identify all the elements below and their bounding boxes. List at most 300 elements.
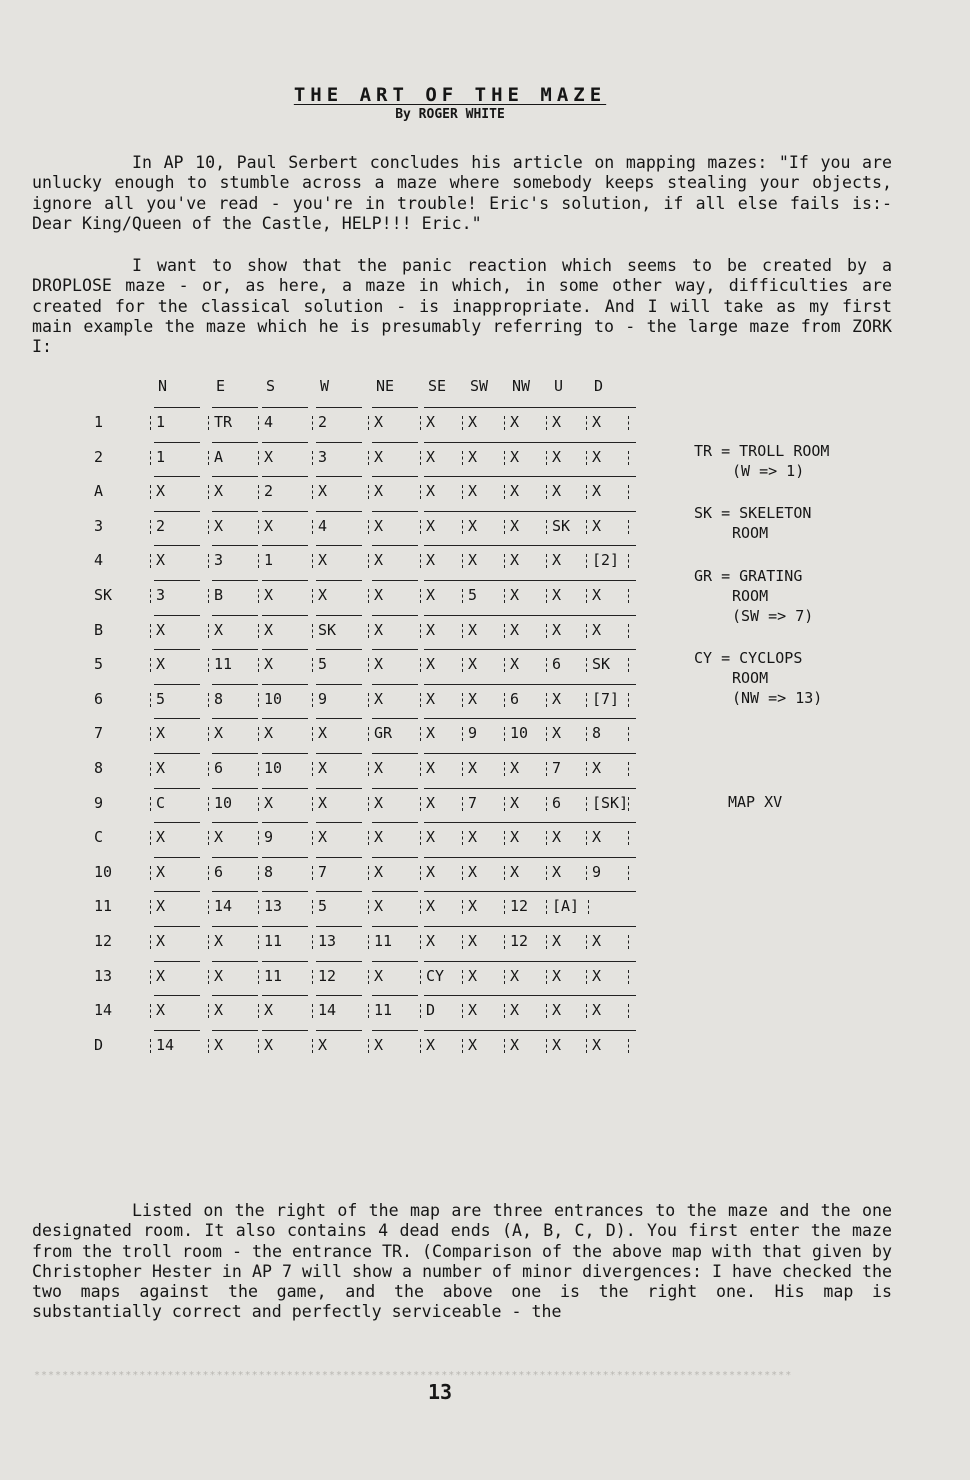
map-cell: 8 — [264, 862, 274, 881]
map-cell: 10 — [264, 689, 283, 708]
paragraph-2 — [32, 256, 892, 357]
map-cell-rule — [372, 961, 418, 962]
map-cell-divider — [546, 554, 548, 568]
map-cell: X — [468, 689, 478, 708]
map-cell-divider — [586, 520, 588, 534]
map-cell-divider — [368, 520, 370, 534]
map-cell-divider — [546, 935, 548, 949]
map-cell-rule — [154, 545, 200, 546]
map-cell-divider — [208, 1039, 210, 1053]
map-cell-divider — [462, 866, 464, 880]
map-cell: X — [264, 793, 274, 812]
map-cell: X — [318, 1035, 328, 1054]
map-cell-rule — [424, 407, 470, 408]
map-cell-rule — [212, 926, 258, 927]
map-cell: X — [156, 655, 166, 674]
map-cell-divider — [258, 727, 260, 741]
legend-line: ROOM — [732, 587, 769, 605]
map-cell: X — [374, 862, 384, 881]
map-cell-divider — [208, 900, 210, 914]
dotted-rule: ************************************************************************************************************ — [34, 1370, 793, 1381]
map-cell-divider — [546, 693, 548, 707]
map-cell-divider — [628, 451, 630, 465]
legend-line: GR = GRATING — [694, 567, 803, 585]
map-cell-divider — [628, 866, 630, 880]
map-cell-divider — [628, 1004, 630, 1018]
map-cell: X — [552, 689, 562, 708]
map-cell-divider — [628, 970, 630, 984]
map-row — [82, 442, 642, 477]
map-cell: 3 — [214, 551, 224, 570]
map-row — [82, 822, 642, 857]
map-cell-divider — [546, 520, 548, 534]
map-cell: 6 — [214, 758, 224, 777]
map-cell-divider — [368, 416, 370, 430]
map-cell-rule — [590, 615, 636, 616]
map-row — [82, 1030, 642, 1065]
map-cell-divider — [258, 1039, 260, 1053]
map-cell-divider — [208, 624, 210, 638]
map-cell-rule — [262, 615, 308, 616]
map-cell-divider — [258, 693, 260, 707]
map-cell-divider — [420, 727, 422, 741]
map-cell-rule — [424, 649, 470, 650]
map-cell-divider — [258, 589, 260, 603]
map-cell-rule — [316, 545, 362, 546]
map-cell: X — [264, 447, 274, 466]
legend-skeleton-room — [694, 503, 811, 543]
map-cell-rule — [154, 891, 200, 892]
map-cell-divider — [312, 762, 314, 776]
map-cell-rule — [372, 995, 418, 996]
map-cell-divider — [150, 451, 152, 465]
map-cell: 11 — [214, 655, 233, 674]
map-cell: 14 — [214, 897, 233, 916]
map-cell: X — [374, 620, 384, 639]
map-cell-rule — [262, 822, 308, 823]
map-cell-rule — [316, 718, 362, 719]
map-cell-rule — [424, 511, 470, 512]
map-cell-rule — [262, 649, 308, 650]
map-cell: X — [468, 1001, 478, 1020]
map-cell-divider — [546, 831, 548, 845]
map-cell-rule — [508, 718, 554, 719]
map-cell: X — [468, 897, 478, 916]
map-cell: X — [552, 1035, 562, 1054]
map-cell-rule — [508, 822, 554, 823]
map-cell-rule — [212, 961, 258, 962]
map-cell-rule — [212, 511, 258, 512]
map-cell-divider — [628, 554, 630, 568]
map-cell-rule — [262, 891, 308, 892]
map-cell-divider — [208, 831, 210, 845]
map-cell-divider — [586, 1039, 588, 1053]
map-cell-divider — [208, 485, 210, 499]
paragraph-3 — [32, 1201, 892, 1323]
map-cell-divider — [462, 831, 464, 845]
map-cell-rule — [154, 649, 200, 650]
map-cell: X — [426, 620, 436, 639]
map-cell-rule — [316, 442, 362, 443]
map-cell-rule — [590, 718, 636, 719]
map-cell: X — [426, 447, 436, 466]
map-row — [82, 891, 642, 926]
legend-line: (SW => 7) — [732, 607, 814, 625]
map-cell-rule — [316, 857, 362, 858]
map-cell: X — [156, 1001, 166, 1020]
map-cell-divider — [420, 762, 422, 776]
map-cell-divider — [504, 589, 506, 603]
map-cell-rule — [590, 788, 636, 789]
map-cell-divider — [462, 416, 464, 430]
map-cell-rule — [212, 649, 258, 650]
map-cell-divider — [258, 831, 260, 845]
map-cell: 11 — [264, 931, 283, 950]
map-cell: 10 — [264, 758, 283, 777]
map-cell-rule — [508, 545, 554, 546]
map-cell-rule — [372, 580, 418, 581]
map-cell-rule — [590, 753, 636, 754]
map-cell-rule — [372, 649, 418, 650]
map-cell: X — [374, 447, 384, 466]
map-cell: X — [510, 585, 520, 604]
map-cell-rule — [372, 1030, 418, 1031]
map-cell: X — [426, 1035, 436, 1054]
map-cell-divider — [312, 451, 314, 465]
map-cell-divider — [312, 866, 314, 880]
map-cell: X — [264, 620, 274, 639]
legend-line: CY = CYCLOPS — [694, 649, 803, 667]
map-cell-rule — [424, 1030, 470, 1031]
map-cell-rule — [154, 511, 200, 512]
map-cell: 12 — [510, 931, 529, 950]
map-cell-rule — [508, 649, 554, 650]
map-cell-divider — [150, 831, 152, 845]
map-cell: 1 — [156, 447, 166, 466]
map-cell: X — [426, 793, 436, 812]
map-cell-rule — [466, 891, 512, 892]
map-cell: 5 — [468, 585, 478, 604]
map-cell: X — [552, 447, 562, 466]
map-cell-rule — [508, 995, 554, 996]
map-cell-divider — [368, 797, 370, 811]
map-cell-divider — [258, 658, 260, 672]
map-cell: 6 — [552, 793, 562, 812]
map-cell-divider — [312, 970, 314, 984]
map-cell-divider — [208, 866, 210, 880]
map-cell-rule — [212, 822, 258, 823]
map-cell-rule — [372, 615, 418, 616]
map-cell: X — [374, 758, 384, 777]
map-cell: X — [374, 828, 384, 847]
map-cell-divider — [462, 1004, 464, 1018]
map-row-label: 5 — [94, 655, 104, 674]
map-cell-rule — [212, 684, 258, 685]
map-cell: X — [468, 620, 478, 639]
map-cell-divider — [462, 451, 464, 465]
map-cell-divider — [312, 1039, 314, 1053]
map-cell-divider — [368, 935, 370, 949]
map-cell: X — [592, 1001, 602, 1020]
map-cell-rule — [590, 407, 636, 408]
map-cell-divider — [628, 624, 630, 638]
map-cell-divider — [150, 589, 152, 603]
map-cell: X — [468, 516, 478, 535]
map-cell-rule — [372, 718, 418, 719]
map-cell-divider — [258, 866, 260, 880]
map-cell: 7 — [468, 793, 478, 812]
map-cell-divider — [150, 970, 152, 984]
map-cell-divider — [462, 900, 464, 914]
map-cell: X — [214, 966, 224, 985]
map-row — [82, 407, 642, 442]
map-cell-divider — [586, 727, 588, 741]
map-cell-rule — [212, 753, 258, 754]
map-cell-divider — [258, 935, 260, 949]
map-cell-divider — [586, 1004, 588, 1018]
map-cell: X — [156, 551, 166, 570]
map-cell: X — [264, 585, 274, 604]
map-cell-divider — [586, 693, 588, 707]
map-cell-rule — [466, 822, 512, 823]
map-cell-rule — [424, 718, 470, 719]
map-cell-divider — [150, 693, 152, 707]
map-cell: SK — [552, 516, 571, 535]
map-cell: X — [318, 585, 328, 604]
map-cell: X — [510, 862, 520, 881]
map-cell-rule — [590, 1030, 636, 1031]
map-cell-divider — [420, 1004, 422, 1018]
map-cell-divider — [628, 935, 630, 949]
map-cell-rule — [424, 995, 470, 996]
map-cell-rule — [424, 857, 470, 858]
map-cell: X — [592, 516, 602, 535]
map-cell-divider — [150, 935, 152, 949]
map-cell-rule — [508, 476, 554, 477]
map-cell-rule — [212, 545, 258, 546]
map-cell-rule — [212, 615, 258, 616]
map-row — [82, 476, 642, 511]
map-cell-divider — [420, 970, 422, 984]
byline: By ROGER WHITE — [395, 107, 505, 122]
map-cell-divider — [462, 762, 464, 776]
map-cell-rule — [212, 407, 258, 408]
map-cell-rule — [262, 442, 308, 443]
map-cell: X — [318, 828, 328, 847]
map-cell-rule — [508, 857, 554, 858]
map-cell-divider — [368, 589, 370, 603]
map-cell-rule — [508, 1030, 554, 1031]
map-cell-rule — [508, 684, 554, 685]
map-row-label: 11 — [94, 897, 113, 916]
map-cell: X — [156, 931, 166, 950]
map-cell-divider — [628, 589, 630, 603]
map-cell-rule — [154, 684, 200, 685]
map-cell: C — [156, 793, 166, 812]
map-cell-rule — [508, 580, 554, 581]
map-row — [82, 545, 642, 580]
map-cell: A — [214, 447, 224, 466]
map-cell: X — [426, 897, 436, 916]
map-cell-divider — [586, 935, 588, 949]
map-cell-rule — [212, 1030, 258, 1031]
article-title: THE ART OF THE MAZE — [293, 84, 607, 106]
map-cell: X — [592, 585, 602, 604]
map-cell-divider — [462, 1039, 464, 1053]
map-cell-divider — [150, 485, 152, 499]
map-cell-divider — [546, 1004, 548, 1018]
map-cell-rule — [154, 995, 200, 996]
map-cell-rule — [372, 926, 418, 927]
map-cell-rule — [154, 407, 200, 408]
map-cell: 5 — [318, 655, 328, 674]
map-cell: X — [552, 931, 562, 950]
map-cell: 4 — [264, 413, 274, 431]
map-row — [82, 926, 642, 961]
map-cell-divider — [312, 831, 314, 845]
map-cell: X — [214, 931, 224, 950]
map-cell: 12 — [318, 966, 337, 985]
map-cell-divider — [150, 520, 152, 534]
map-cell-rule — [590, 822, 636, 823]
map-cell-rule — [590, 961, 636, 962]
map-cell: X — [374, 655, 384, 674]
map-cell: X — [156, 828, 166, 847]
map-cell-divider — [420, 900, 422, 914]
map-cell: X — [510, 447, 520, 466]
map-cell: 8 — [592, 724, 602, 743]
map-cell-rule — [590, 926, 636, 927]
map-cell-rule — [424, 442, 470, 443]
map-cell-rule — [372, 857, 418, 858]
map-cell-divider — [462, 624, 464, 638]
map-cell-rule — [424, 788, 470, 789]
map-cell-rule — [316, 684, 362, 685]
map-cell-divider — [504, 693, 506, 707]
map-cell-divider — [258, 520, 260, 534]
map-cell: X — [214, 1001, 224, 1020]
map-row-label: D — [94, 1035, 104, 1054]
map-cell-rule — [212, 476, 258, 477]
map-cell: X — [156, 724, 166, 743]
map-cell-divider — [208, 658, 210, 672]
map-cell-rule — [316, 926, 362, 927]
map-cell-rule — [466, 684, 512, 685]
map-cell: 9 — [264, 828, 274, 847]
map-cell: X — [214, 724, 224, 743]
map-cell-divider — [462, 935, 464, 949]
map-cell-divider — [546, 866, 548, 880]
map-row-label: 8 — [94, 758, 104, 777]
map-cell-rule — [424, 476, 470, 477]
map-cell-divider — [586, 866, 588, 880]
legend-line: (W => 1) — [732, 462, 805, 480]
map-row-label: 7 — [94, 724, 104, 743]
map-cell-divider — [504, 416, 506, 430]
map-cell-rule — [424, 545, 470, 546]
map-cell-rule — [154, 857, 200, 858]
map-cell-divider — [586, 797, 588, 811]
map-caption: MAP XV — [728, 793, 783, 811]
map-cell-divider — [546, 624, 548, 638]
map-cell-rule — [424, 926, 470, 927]
map-cell-divider — [628, 485, 630, 499]
map-row-label: SK — [94, 585, 113, 604]
map-cell-divider — [368, 624, 370, 638]
map-cell: 9 — [592, 862, 602, 881]
map-cell: X — [592, 931, 602, 950]
map-cell-rule — [212, 788, 258, 789]
map-cell-divider — [420, 1039, 422, 1053]
map-cell-rule — [316, 476, 362, 477]
map-cell-divider — [150, 866, 152, 880]
map-cell-rule — [508, 442, 554, 443]
map-cell-divider — [586, 762, 588, 776]
map-cell-divider — [420, 658, 422, 672]
map-cell-rule — [466, 476, 512, 477]
map-cell: 11 — [374, 931, 393, 950]
map-cell-divider — [504, 1004, 506, 1018]
map-cell: 1 — [156, 413, 166, 431]
legend-cyclops-room — [694, 648, 822, 708]
map-cell-divider — [258, 624, 260, 638]
map-column-header: S — [266, 377, 276, 395]
map-cell-divider — [504, 485, 506, 499]
map-cell-rule — [372, 545, 418, 546]
map-cell-rule — [508, 926, 554, 927]
map-cell: X — [264, 655, 274, 674]
map-cell: X — [426, 931, 436, 950]
map-cell: 2 — [156, 516, 166, 535]
map-cell-divider — [628, 658, 630, 672]
map-cell: X — [592, 966, 602, 985]
map-cell: X — [214, 620, 224, 639]
map-cell-divider — [504, 520, 506, 534]
map-cell-divider — [420, 624, 422, 638]
map-cell-rule — [466, 995, 512, 996]
map-cell: 6 — [552, 655, 562, 674]
map-cell: 2 — [318, 413, 328, 431]
map-cell-divider — [504, 727, 506, 741]
map-cell: X — [552, 551, 562, 570]
map-header-row — [82, 377, 642, 407]
map-cell-divider — [462, 693, 464, 707]
map-cell: X — [552, 966, 562, 985]
map-cell-divider — [312, 797, 314, 811]
map-cell: X — [468, 862, 478, 881]
map-cell-rule — [154, 926, 200, 927]
map-cell-rule — [508, 407, 554, 408]
map-cell-divider — [420, 485, 422, 499]
map-cell: X — [264, 724, 274, 743]
map-cell-rule — [262, 995, 308, 996]
map-cell-divider — [312, 589, 314, 603]
map-cell-rule — [154, 753, 200, 754]
map-cell: D — [426, 1001, 436, 1020]
map-cell-rule — [154, 822, 200, 823]
map-cell-divider — [208, 935, 210, 949]
map-row — [82, 580, 642, 615]
map-cell-divider — [208, 520, 210, 534]
map-cell: X — [426, 551, 436, 570]
map-row-label: A — [94, 482, 104, 501]
map-cell-divider — [628, 1039, 630, 1053]
map-cell-divider — [368, 900, 370, 914]
map-cell-rule — [316, 995, 362, 996]
map-cell-divider — [546, 1039, 548, 1053]
map-cell: 9 — [318, 689, 328, 708]
map-cell-rule — [316, 1030, 362, 1031]
